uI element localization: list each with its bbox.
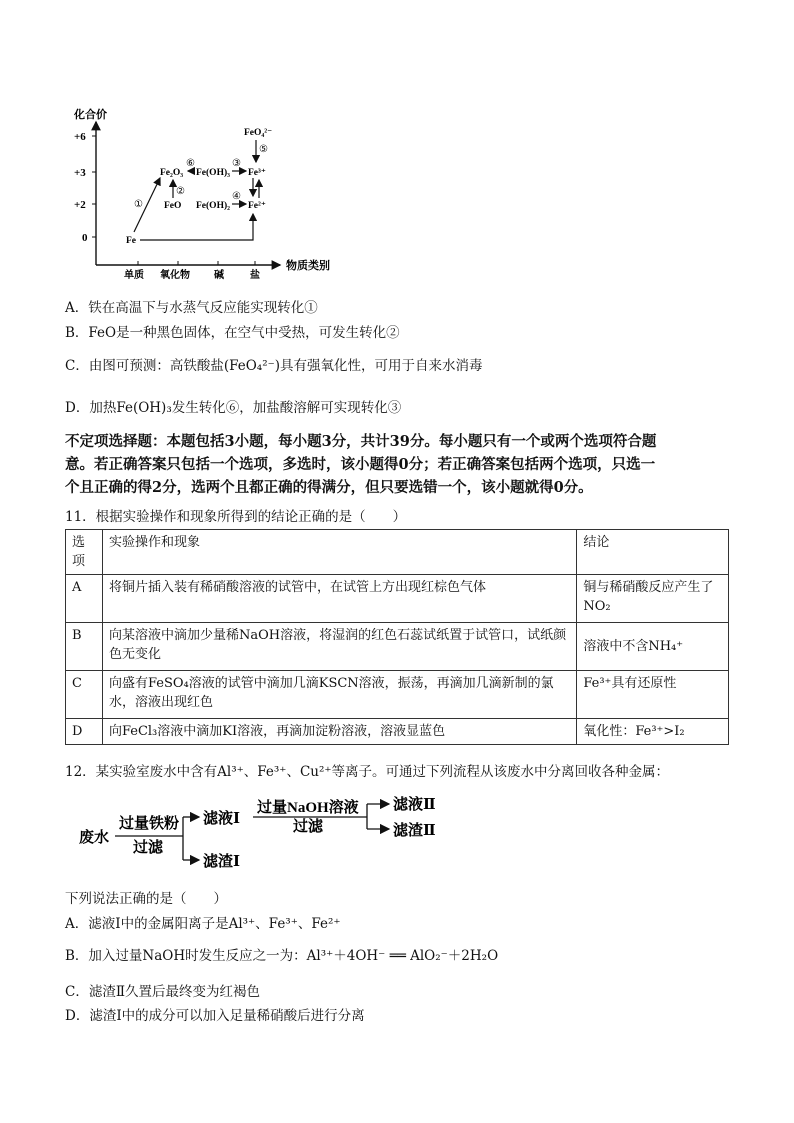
step-label: ① <box>134 199 143 210</box>
y-axis-label: 化合价 <box>74 109 107 121</box>
row-operation: 向某溶液中滴加少量稀NaOH溶液，将湿润的红色石蕊试纸置于试管口，试纸颜色无变化 <box>102 623 576 671</box>
row-conclusion: Fe³⁺具有还原性 <box>577 671 729 719</box>
row-option: A <box>66 575 103 623</box>
row-option: C <box>66 671 103 719</box>
section-heading <box>65 430 733 499</box>
step-label: ⑥ <box>186 158 195 169</box>
table-row <box>66 719 729 745</box>
node-feo4: FeO₄²⁻ <box>244 128 273 138</box>
q12-option-c: C．滤渣Ⅱ久置后最终变为红褐色 <box>65 984 261 1000</box>
header-operation: 实验操作和现象 <box>102 530 576 575</box>
row-option: D <box>66 719 103 745</box>
section-heading-line: 意。若正确答案只包括一个选项，多选时，该小题得0分；若正确答案包括两个选项，只选一 <box>65 456 656 473</box>
q12-option-a: A．滤液Ⅰ中的金属阳离子是Al³⁺、Fe³⁺、Fe²⁺ <box>65 916 341 932</box>
q10-option-d: D．加热Fe(OH)₃发生转化⑥，加盐酸溶解可实现转化③ <box>65 400 402 416</box>
q12-stem: 12．某实验室废水中含有Al³⁺、Fe³⁺、Cu²⁺等离子。可通过下列流程从该废水中分离回收各种金属： <box>65 764 669 780</box>
flow-residue2: 滤渣Ⅱ <box>393 823 436 839</box>
table-header-row <box>66 530 729 575</box>
row-operation: 向盛有FeSO₄溶液的试管中滴加几滴KSCN溶液，振荡，再滴加几滴新制的氯水，溶液出现红色 <box>102 671 576 719</box>
node-fe: Fe <box>126 236 137 246</box>
x-tick-label: 碱 <box>214 270 224 280</box>
header-conclusion: 结论 <box>577 530 729 575</box>
node-feo: FeO <box>164 201 182 211</box>
x-tick-label: 单质 <box>124 270 144 280</box>
flow-step2-operation: 过滤 <box>293 819 324 835</box>
flow-step2-reagent: 过量NaOH溶液 <box>257 800 359 816</box>
table-row <box>66 623 729 671</box>
row-option: B <box>66 623 103 671</box>
node-feoh2: Fe(OH)₂ <box>196 201 230 211</box>
y-tick-label: +3 <box>74 167 86 179</box>
flow-residue1: 滤渣Ⅰ <box>203 854 241 870</box>
q10-option-a: A．铁在高温下与水蒸气反应能实现转化① <box>65 300 318 316</box>
q10-option-c: C．由图可预测：高铁酸盐(FeO₄²⁻)具有强氧化性，可用于自来水消毒 <box>65 358 483 374</box>
q10-option-b: B．FeO是一种黑色固体，在空气中受热，可发生转化② <box>65 325 400 341</box>
x-axis-label: 物质类别 <box>286 260 330 272</box>
row-conclusion: 铜与稀硝酸反应产生了NO₂ <box>577 575 729 623</box>
node-fe2o3: Fe₂O₃ <box>160 168 184 178</box>
flow-step1-reagent: 过量铁粉 <box>119 816 180 832</box>
step-label: ③ <box>232 158 241 169</box>
row-conclusion: 溶液中不含NH₄⁺ <box>577 623 729 671</box>
q12-option-b: B．加入过量NaOH时发生反应之一为：Al³⁺＋4OH⁻ ══ AlO₂⁻＋2H₂O <box>65 948 499 964</box>
iron-valence-diagram <box>60 100 360 280</box>
flow-filtrate1: 滤液Ⅰ <box>203 811 241 827</box>
step-label: ④ <box>232 191 241 202</box>
y-tick-label: +6 <box>74 131 86 143</box>
y-tick-label: +2 <box>74 199 86 211</box>
header-option: 选项 <box>66 530 103 575</box>
y-tick-label: 0 <box>82 232 88 244</box>
q12-prompt: 下列说法正确的是（ ） <box>65 891 227 907</box>
flow-waste: 废水 <box>79 830 110 846</box>
q11-stem: 11．根据实验操作和现象所得到的结论正确的是（ ） <box>65 509 407 525</box>
row-operation: 向FeCl₃溶液中滴加KI溶液，再滴加淀粉溶液，溶液显蓝色 <box>102 719 576 745</box>
q12-option-d: D．滤渣Ⅰ中的成分可以加入足量稀硝酸后进行分离 <box>65 1008 365 1024</box>
x-ticks <box>124 261 260 280</box>
section-heading-line: 个且正确的得2分，选两个且都正确的得满分，但只要选错一个，该小题就得0分。 <box>65 479 593 496</box>
y-ticks <box>74 131 96 244</box>
table-row <box>66 671 729 719</box>
section-heading-line: 不定项选择题：本题包括3小题，每小题3分，共计39分。每小题只有一个或两个选项符合题 <box>65 433 657 450</box>
row-operation: 将铜片插入装有稀硝酸溶液的试管中，在试管上方出现红棕色气体 <box>102 575 576 623</box>
flow-step1-operation: 过滤 <box>133 840 164 856</box>
arrow-fe-fe2 <box>140 214 253 240</box>
table-row <box>66 575 729 623</box>
q11-table <box>65 529 729 745</box>
node-feoh3: Fe(OH)₃ <box>196 168 230 178</box>
x-tick-label: 氧化物 <box>160 270 190 280</box>
node-fe3: Fe³⁺ <box>248 168 266 178</box>
x-tick-label: 盐 <box>250 270 260 280</box>
step-label: ② <box>176 186 185 197</box>
separation-flowchart <box>75 795 455 875</box>
row-conclusion: 氧化性：Fe³⁺>I₂ <box>577 719 729 745</box>
node-fe2: Fe²⁺ <box>248 201 266 211</box>
step-label: ⑤ <box>259 144 268 155</box>
flow-filtrate2: 滤液Ⅱ <box>393 797 436 813</box>
